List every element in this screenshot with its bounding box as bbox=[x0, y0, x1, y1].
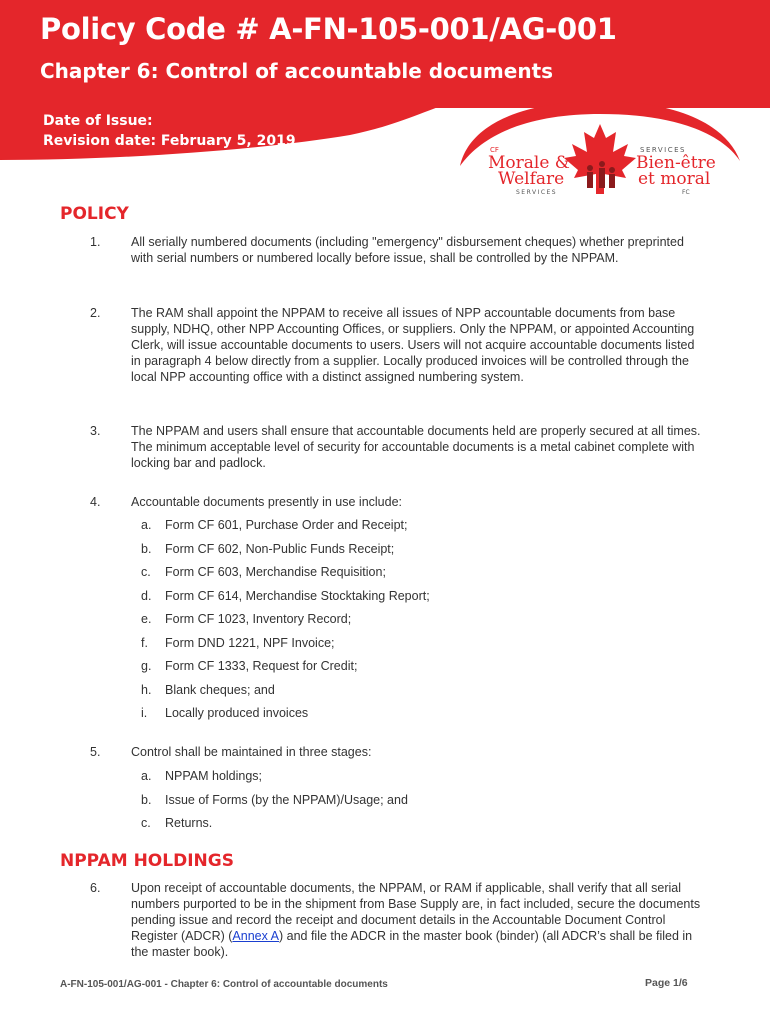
paragraph-number: 3. bbox=[90, 424, 101, 438]
paragraph-text: Upon receipt of accountable documents, the NPPAM, or RAM if applicable, shall verify that all serial numbers purported to be in the shipment from Base Supply are, in fact included, secure the documents pending issue and record the receipt and document details in the Accountable Document Control Register (ADCR) (Annex A) and file the ADCR in the master book (binder) (all ADCR’s shall be filed in the master book). bbox=[131, 881, 701, 959]
paragraph-text: Control shall be maintained in three stages: bbox=[131, 745, 372, 759]
footer-page-number: Page 1/6 bbox=[645, 977, 688, 989]
paragraph-number: 2. bbox=[90, 306, 101, 320]
svg-text:et moral: et moral bbox=[638, 169, 711, 189]
chapter-title: Chapter 6: Control of accountable documents bbox=[40, 59, 554, 83]
svg-text:FC: FC bbox=[682, 189, 690, 196]
section-heading-nppam-holdings: NPPAM HOLDINGS bbox=[60, 851, 234, 871]
paragraph-number: 4. bbox=[90, 495, 101, 509]
paragraph-text: The NPPAM and users shall ensure that accountable documents held are properly secured at all times. The minimum acceptable level of security for accountable documents is a metal cabinet complete with locking bar and padlock. bbox=[131, 424, 701, 470]
paragraph-number: 6. bbox=[90, 881, 101, 895]
paragraph-number: 1. bbox=[90, 235, 101, 249]
footer-document-title: A-FN-105-001/AG-001 - Chapter 6: Control of accountable documents bbox=[60, 979, 388, 990]
svg-text:Morale &: Morale & bbox=[488, 153, 570, 173]
section-heading-policy: POLICY bbox=[60, 204, 129, 224]
paragraph-number: 5. bbox=[90, 745, 101, 759]
morale-welfare-logo bbox=[450, 96, 750, 206]
revision-date: Revision date: February 5, 2019 bbox=[43, 133, 296, 149]
svg-text:Welfare: Welfare bbox=[498, 169, 565, 189]
paragraph-text: The RAM shall appoint the NPPAM to receive all issues of NPP accountable documents from base supply, NDHQ, other NPP Accounting Offices, or suppliers. Only the NPPAM, or appointed Accounting Clerk, will issue accountable documents to users. Users will not acquire accountable documents listed in paragraph 4 below directly from a supplier. Locally produced invoices will be controlled through the local NPP accounting office with a distinct assigned numbering system. bbox=[131, 306, 695, 384]
annex-a-link[interactable]: Annex A bbox=[232, 929, 279, 943]
date-of-issue: Date of Issue: bbox=[43, 113, 153, 129]
svg-text:CF: CF bbox=[490, 146, 499, 154]
svg-text:Bien-être: Bien-être bbox=[636, 153, 716, 173]
svg-text:SERVICES: SERVICES bbox=[640, 146, 686, 154]
paragraph-text: Accountable documents presently in use include: bbox=[131, 495, 402, 509]
svg-text:SERVICES: SERVICES bbox=[516, 189, 558, 196]
paragraph-text: All serially numbered documents (including "emergency" disbursement cheques) whether preprinted with serial numbers or numbered locally before issue, shall be controlled by the NPPAM. bbox=[131, 235, 684, 265]
page-title: Policy Code # A-FN-105-001/AG-001 bbox=[40, 12, 617, 46]
